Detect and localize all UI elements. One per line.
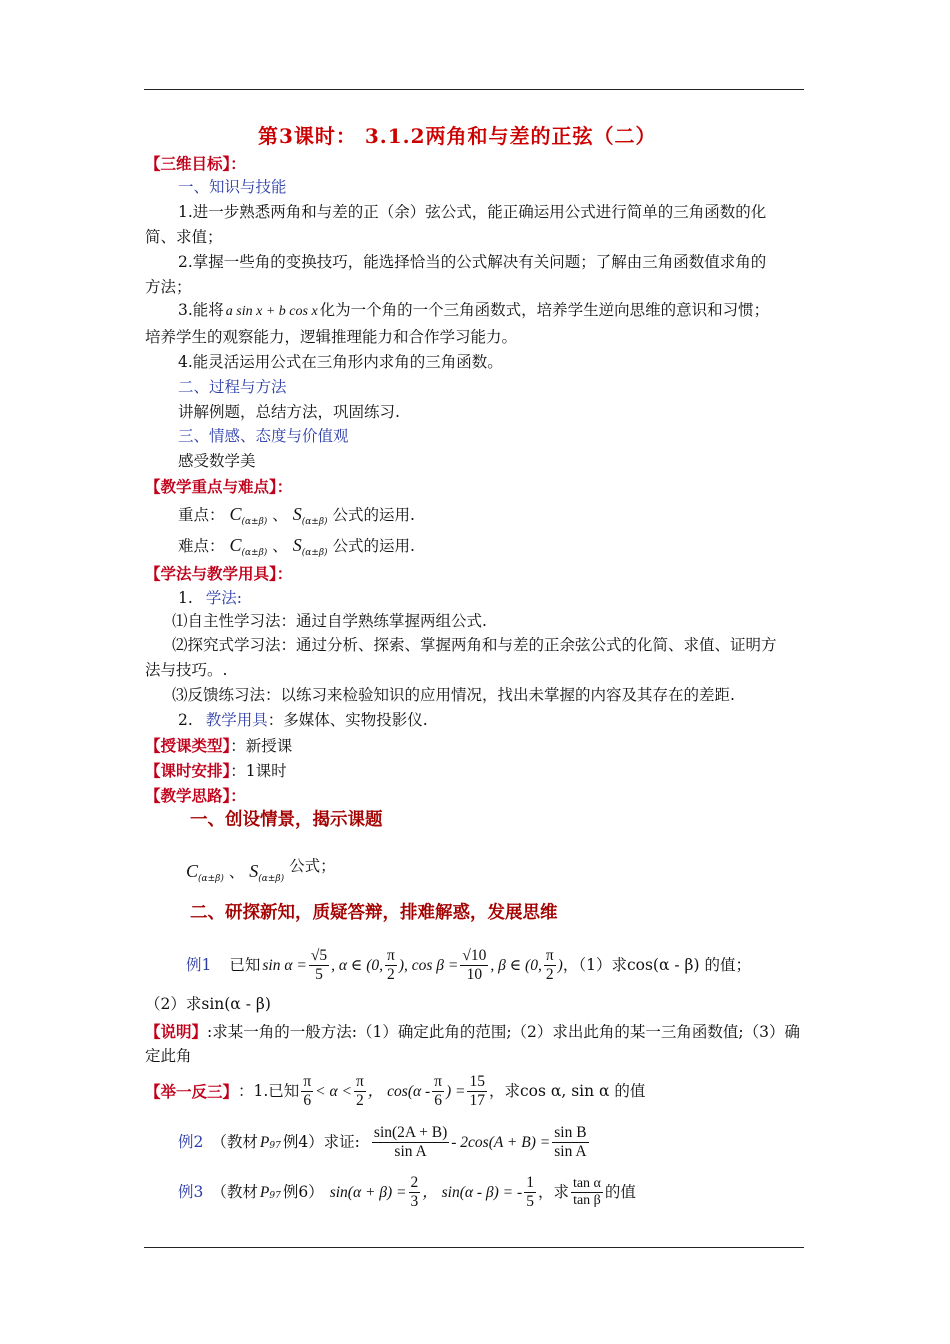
- example-1-q2: （2）求sin(α - β): [145, 995, 271, 1013]
- lesson-type-label: 【授课类型】: [145, 736, 231, 755]
- qiu: ，求: [537, 1183, 569, 1202]
- method-1-num: 1.: [178, 589, 193, 607]
- frac-pi-2: [385, 948, 397, 984]
- separator: 、: [272, 506, 288, 524]
- example-2-ref: （教材: [211, 1133, 258, 1152]
- page-ref-sub: 97: [269, 1191, 281, 1202]
- goal-item-1: 1.进一步熟悉两角和与差的正（余）弦公式，能正确运用公式进行简单的三角函数的化: [178, 203, 767, 221]
- formula-s-sub: (α±β): [301, 517, 328, 527]
- goal-emotion-text: 感受数学美: [178, 452, 256, 470]
- example-3-ref2: 例6）: [282, 1183, 324, 1202]
- den-6: 6: [434, 1092, 442, 1110]
- practice-tail: ，求cos α, sin α 的值: [488, 1082, 646, 1101]
- page-ref-sub: 97: [269, 1141, 281, 1152]
- frac-pi-6: [432, 1074, 444, 1110]
- heading-one: 一、创设情景，揭示课题: [190, 810, 383, 830]
- one-tail: 公式；: [289, 857, 336, 875]
- goal-item-2-cont: 方法；: [145, 278, 192, 296]
- page-title: 第3课时： 3.1.2两角和与差的正弦（二）: [258, 124, 657, 148]
- goal-item-3-pre: 3.能将: [178, 301, 224, 319]
- formula-asinx-bcosx: a sin x + b cos x: [225, 304, 318, 319]
- close-paren: ): [557, 957, 563, 975]
- note-cont: 定此角: [145, 1047, 192, 1065]
- formula-c-sub: (α±β): [241, 548, 268, 558]
- lesson-type-text: ：新授课: [230, 737, 293, 755]
- goal-knowledge: 一、知识与技能: [178, 178, 287, 196]
- den-2: 2: [355, 1092, 364, 1110]
- num-pi: π: [432, 1074, 444, 1092]
- method-1-1: ⑴自主性学习法：通过自学熟练掌握两组公式.: [172, 612, 487, 630]
- frac-2-3: [409, 1175, 421, 1211]
- note-text: :求某一角的一般方法:（1）确定此角的范围;（2）求出此角的某一三角函数值;（3）确: [207, 1023, 800, 1041]
- goal-process: 二、过程与方法: [178, 378, 287, 396]
- method-1-2: ⑵探究式学习法：通过分析、探索、掌握两角和与差的正余弦公式的化简、求值、证明方: [172, 636, 777, 654]
- den-sina: sin A: [394, 1143, 427, 1161]
- formula-c: C: [229, 504, 242, 524]
- minus-2cos: - 2cos(A + B) =: [451, 1134, 551, 1152]
- example-1: [186, 948, 751, 984]
- frac-tana-tanb: [571, 1177, 603, 1209]
- practice-label: 【举一反三】: [145, 1082, 239, 1102]
- den-2: 2: [545, 966, 554, 984]
- num-2: 2: [409, 1175, 421, 1193]
- frac-sqrt10-10: [460, 948, 488, 984]
- cos-beta-eq: ), cos β =: [398, 957, 459, 975]
- formula-c: C: [229, 535, 242, 555]
- alpha-in: , α ∈ (0,: [331, 957, 383, 975]
- frac-sin2ab-sina: [372, 1125, 449, 1161]
- heading-two: 二、研探新知，质疑答辩，排难解惑，发展思维: [190, 903, 558, 923]
- separator: 、: [228, 863, 245, 881]
- den-6: 6: [303, 1092, 312, 1110]
- formula-row: [186, 857, 336, 884]
- close-eq: ) =: [445, 1083, 466, 1101]
- practice: [145, 1074, 645, 1110]
- lesson-time-text: ：1课时: [230, 762, 287, 780]
- formula-s: S: [249, 861, 259, 881]
- goal-item-4: 4.能灵活运用公式在三角形内求角的三角函数。: [178, 353, 503, 371]
- key-label: 重点：: [178, 506, 225, 524]
- den-3: 3: [410, 1193, 419, 1211]
- goal-item-2: 2.掌握一些角的变换技巧，能选择恰当的公式解决有关问题；了解由三角函数值求角的: [178, 253, 767, 271]
- example-1-label: 例1: [186, 956, 212, 975]
- method-2-num: 2.: [178, 711, 193, 729]
- key-tail: 公式的运用.: [332, 506, 415, 524]
- frac-pi-6: [301, 1074, 313, 1110]
- section-goals: 【三维目标】：: [145, 154, 246, 173]
- frac-sinb-sina: [552, 1125, 588, 1161]
- sin-a-minus-b: ， sin(α - β) = -: [422, 1184, 523, 1202]
- note-label: 【说明】: [145, 1022, 208, 1041]
- den-10: 10: [466, 966, 483, 984]
- goal-item-3-cont: 培养学生的观察能力，逻辑推理能力和合作学习能力。: [145, 328, 518, 346]
- section-key-points: 【教学重点与难点】：: [145, 477, 293, 496]
- formula-c-sub: (α±β): [198, 874, 224, 884]
- goal-item-3: [178, 303, 769, 319]
- lesson-time-label: 【课时安排】: [145, 761, 231, 780]
- example-2: [178, 1125, 591, 1161]
- num-sin2ab: sin(2A + B): [372, 1125, 449, 1143]
- frac-15-17: [467, 1074, 487, 1110]
- num-pi: π: [385, 948, 397, 966]
- den-sina: sin A: [554, 1143, 587, 1161]
- section-method: 【学法与教学用具】：: [145, 564, 293, 583]
- den-5: 5: [526, 1193, 534, 1211]
- frac-sqrt5-5: [309, 948, 329, 984]
- den-5: 5: [315, 966, 323, 984]
- hard-label: 难点：: [178, 537, 225, 555]
- example-1-q1: ，（1）求cos(α - β) 的值；: [562, 956, 751, 975]
- formula-s-sub: (α±β): [301, 548, 328, 558]
- separator: 、: [272, 537, 288, 555]
- example-3-ref: （教材: [211, 1183, 258, 1202]
- num-sinb: sin B: [552, 1125, 588, 1143]
- practice-pre: ：1.已知: [238, 1082, 300, 1101]
- method-1-2-cont: 法与技巧。.: [145, 661, 228, 679]
- num-sqrt5: √5: [309, 948, 329, 966]
- lesson-type: [145, 738, 292, 755]
- method-1-3: ⑶反馈练习法：以练习来检验知识的应用情况，找出未掌握的内容及其存在的差距.: [172, 686, 735, 704]
- sin-a-plus-b: sin(α + β) =: [329, 1184, 407, 1202]
- hard-tail: 公式的运用.: [332, 537, 415, 555]
- cos-alpha-minus: ， cos(α -: [367, 1083, 431, 1101]
- beta-in: , β ∈ (0,: [490, 957, 542, 975]
- den-2: 2: [387, 966, 395, 984]
- formula-s: S: [292, 504, 302, 524]
- alpha-range: < α <: [315, 1083, 352, 1101]
- goal-emotion: 三、情感、态度与价值观: [178, 427, 349, 445]
- goal-process-text: 讲解例题，总结方法，巩固练习.: [178, 403, 400, 421]
- frac-1-5: [524, 1175, 536, 1211]
- method-1-label: 学法:: [205, 589, 242, 607]
- formula-s: S: [292, 535, 302, 555]
- num-sqrt10: √10: [460, 948, 488, 966]
- page-ref: P: [259, 1184, 270, 1202]
- method-2-text: ：多媒体、实物投影仪.: [267, 711, 428, 729]
- formula-s-sub: (α±β): [258, 874, 285, 884]
- page-ref: P: [259, 1134, 270, 1152]
- section-idea: 【教学思路】：: [145, 786, 246, 805]
- num-pi: π: [301, 1074, 313, 1092]
- formula-c-sub: (α±β): [241, 517, 268, 527]
- num-pi: π: [544, 948, 556, 966]
- num-pi: π: [354, 1074, 366, 1092]
- den-tanb: tan β: [573, 1193, 601, 1209]
- key-point-row: [178, 504, 415, 527]
- frac-pi-2: [544, 948, 556, 984]
- den-17: 17: [469, 1092, 485, 1110]
- num-15: 15: [467, 1074, 487, 1092]
- example-2-ref2: 例4）求证:: [282, 1133, 360, 1152]
- num-tana: tan α: [571, 1177, 603, 1194]
- top-rule: [144, 89, 804, 90]
- note: [145, 1024, 800, 1041]
- sin-alpha-eq: sin α =: [262, 957, 307, 975]
- frac-pi-2: [354, 1074, 366, 1110]
- formula-c: C: [186, 861, 199, 881]
- hard-point-row: [178, 535, 415, 558]
- method-1: [178, 591, 242, 607]
- example-3-label: 例3: [178, 1183, 204, 1202]
- example-3-tail: 的值: [604, 1183, 636, 1202]
- method-2-label: 教学用具: [205, 711, 268, 729]
- example-1-pre: 已知: [229, 956, 261, 975]
- bottom-rule: [144, 1247, 804, 1248]
- example-3: [178, 1175, 636, 1211]
- goal-item-3-post: 化为一个角的一个三角函数式，培养学生逆向思维的意识和习惯；: [319, 301, 770, 319]
- lesson-time: [145, 763, 287, 780]
- example-2-label: 例2: [178, 1133, 204, 1152]
- num-1: 1: [524, 1175, 536, 1193]
- method-2: [178, 713, 428, 729]
- goal-item-1-cont: 简、求值；: [145, 228, 223, 246]
